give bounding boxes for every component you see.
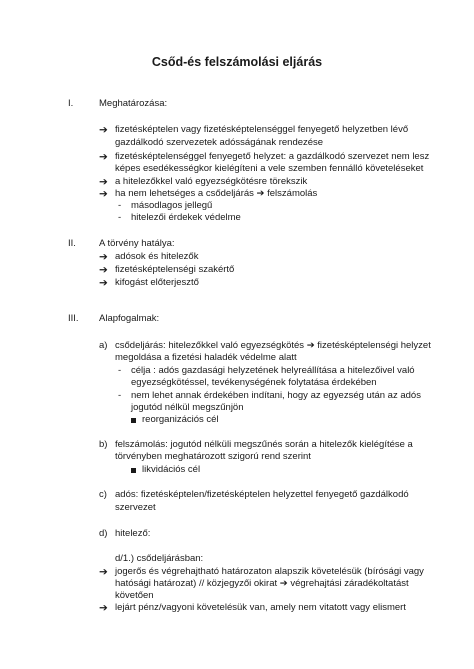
definition-text-continued: megoldása a fizetési haladék védelme alatt [115,352,297,363]
sub-heading: d/1.) csődeljárásban: [115,553,204,564]
list-item: fizetésképtelenségi szakértő [115,264,235,275]
square-list-item: reorganizációs cél [142,414,219,425]
dash-bullet: - [118,212,122,223]
section-2-heading: A törvény hatálya: [99,238,175,249]
arrow-bullet-icon: ➔ [99,251,108,263]
definition-text-continued: törvényben meghatározott szigorú rend szerint [115,451,311,462]
square-bullet-icon [131,468,136,473]
sub-list-item-continued: egyezségkötéssel, tevékenységének folytatása érdekében [131,377,377,388]
square-bullet-icon [131,418,136,423]
arrow-bullet-icon: ➔ [99,188,108,200]
list-item: kifogást előterjesztő [115,277,199,288]
list-item-continued: képes esedékességkor kielégíteni a vele szemben fennálló követeléseket [115,163,424,174]
item-a-label: a) [99,340,108,351]
list-item: fizetésképtelenséggel fenyegető helyzet: a gazdálkodó szervezet nem lesz [115,151,430,162]
list-item-continued: követően [115,590,154,601]
definition-text: adós: fizetésképtelen/fizetésképtelen helyzettel fenyegető gazdálkodó [115,489,409,500]
arrow-bullet-icon: ➔ [99,151,108,163]
list-item-continued: hatósági határozat) // közjegyzői okirat ➔ végrehajtási záradékoltatást [115,578,409,589]
arrow-bullet-icon: ➔ [99,124,108,136]
arrow-bullet-icon: ➔ [99,602,108,614]
sub-list-item: hitelezői érdekek védelme [131,212,241,223]
item-d-label: d) [99,528,108,539]
definition-text-continued: szervezet [115,502,156,513]
document-title: Csőd-és felszámolási eljárás [151,55,323,69]
section-3-heading: Alapfogalmak: [99,313,160,324]
arrow-bullet-icon: ➔ [99,264,108,276]
arrow-bullet-icon: ➔ [99,176,108,188]
dash-bullet: - [118,200,122,211]
item-b-label: b) [99,439,108,450]
sub-list-item: nem lehet annak érdekében indítani, hogy az egyezség után az adós [131,390,421,401]
dash-bullet: - [118,365,122,376]
arrow-bullet-icon: ➔ [99,277,108,289]
sub-list-item: másodlagos jellegű [131,200,213,211]
arrow-bullet-icon: ➔ [99,566,108,578]
sub-list-item-continued: jogutód nélkül megszűnjön [131,402,244,413]
section-3-number: III. [68,313,79,324]
definition-text: csődeljárás: hitelezőkkel való egyezségkötés ➔ fizetésképtelenségi helyzet [115,340,431,351]
list-item: a hitelezőkkel való egyezségkötésre törekszik [115,176,308,187]
definition-text: felszámolás: jogutód nélküli megszűnés során a hitelezők kielégítése a [115,439,413,450]
list-item: jogerős és végrehajtható határozaton alapszik követelésük (bírósági vagy [115,566,424,577]
section-1-number: I. [68,98,74,109]
list-item: adósok és hitelezők [115,251,199,262]
list-item-continued: gazdálkodó szervezetek adósságának rendezése [115,137,324,148]
sub-list-item: célja : adós gazdasági helyzetének helyreállítása a hitelezőivel való [131,365,415,376]
list-item: lejárt pénz/vagyoni követelésük van, amely nem vitatott vagy elismert [115,602,406,613]
square-list-item: likvidációs cél [142,464,201,475]
dash-bullet: - [118,390,122,401]
section-1-heading: Meghatározása: [99,98,168,109]
definition-heading: hitelező: [115,528,151,539]
section-2-number: II. [68,238,76,249]
item-c-label: c) [99,489,107,500]
list-item: fizetésképtelen vagy fizetésképtelenséggel fenyegető helyzetben lévő [115,124,409,135]
list-item: ha nem lehetséges a csődeljárás ➔ felszámolás [115,188,318,199]
